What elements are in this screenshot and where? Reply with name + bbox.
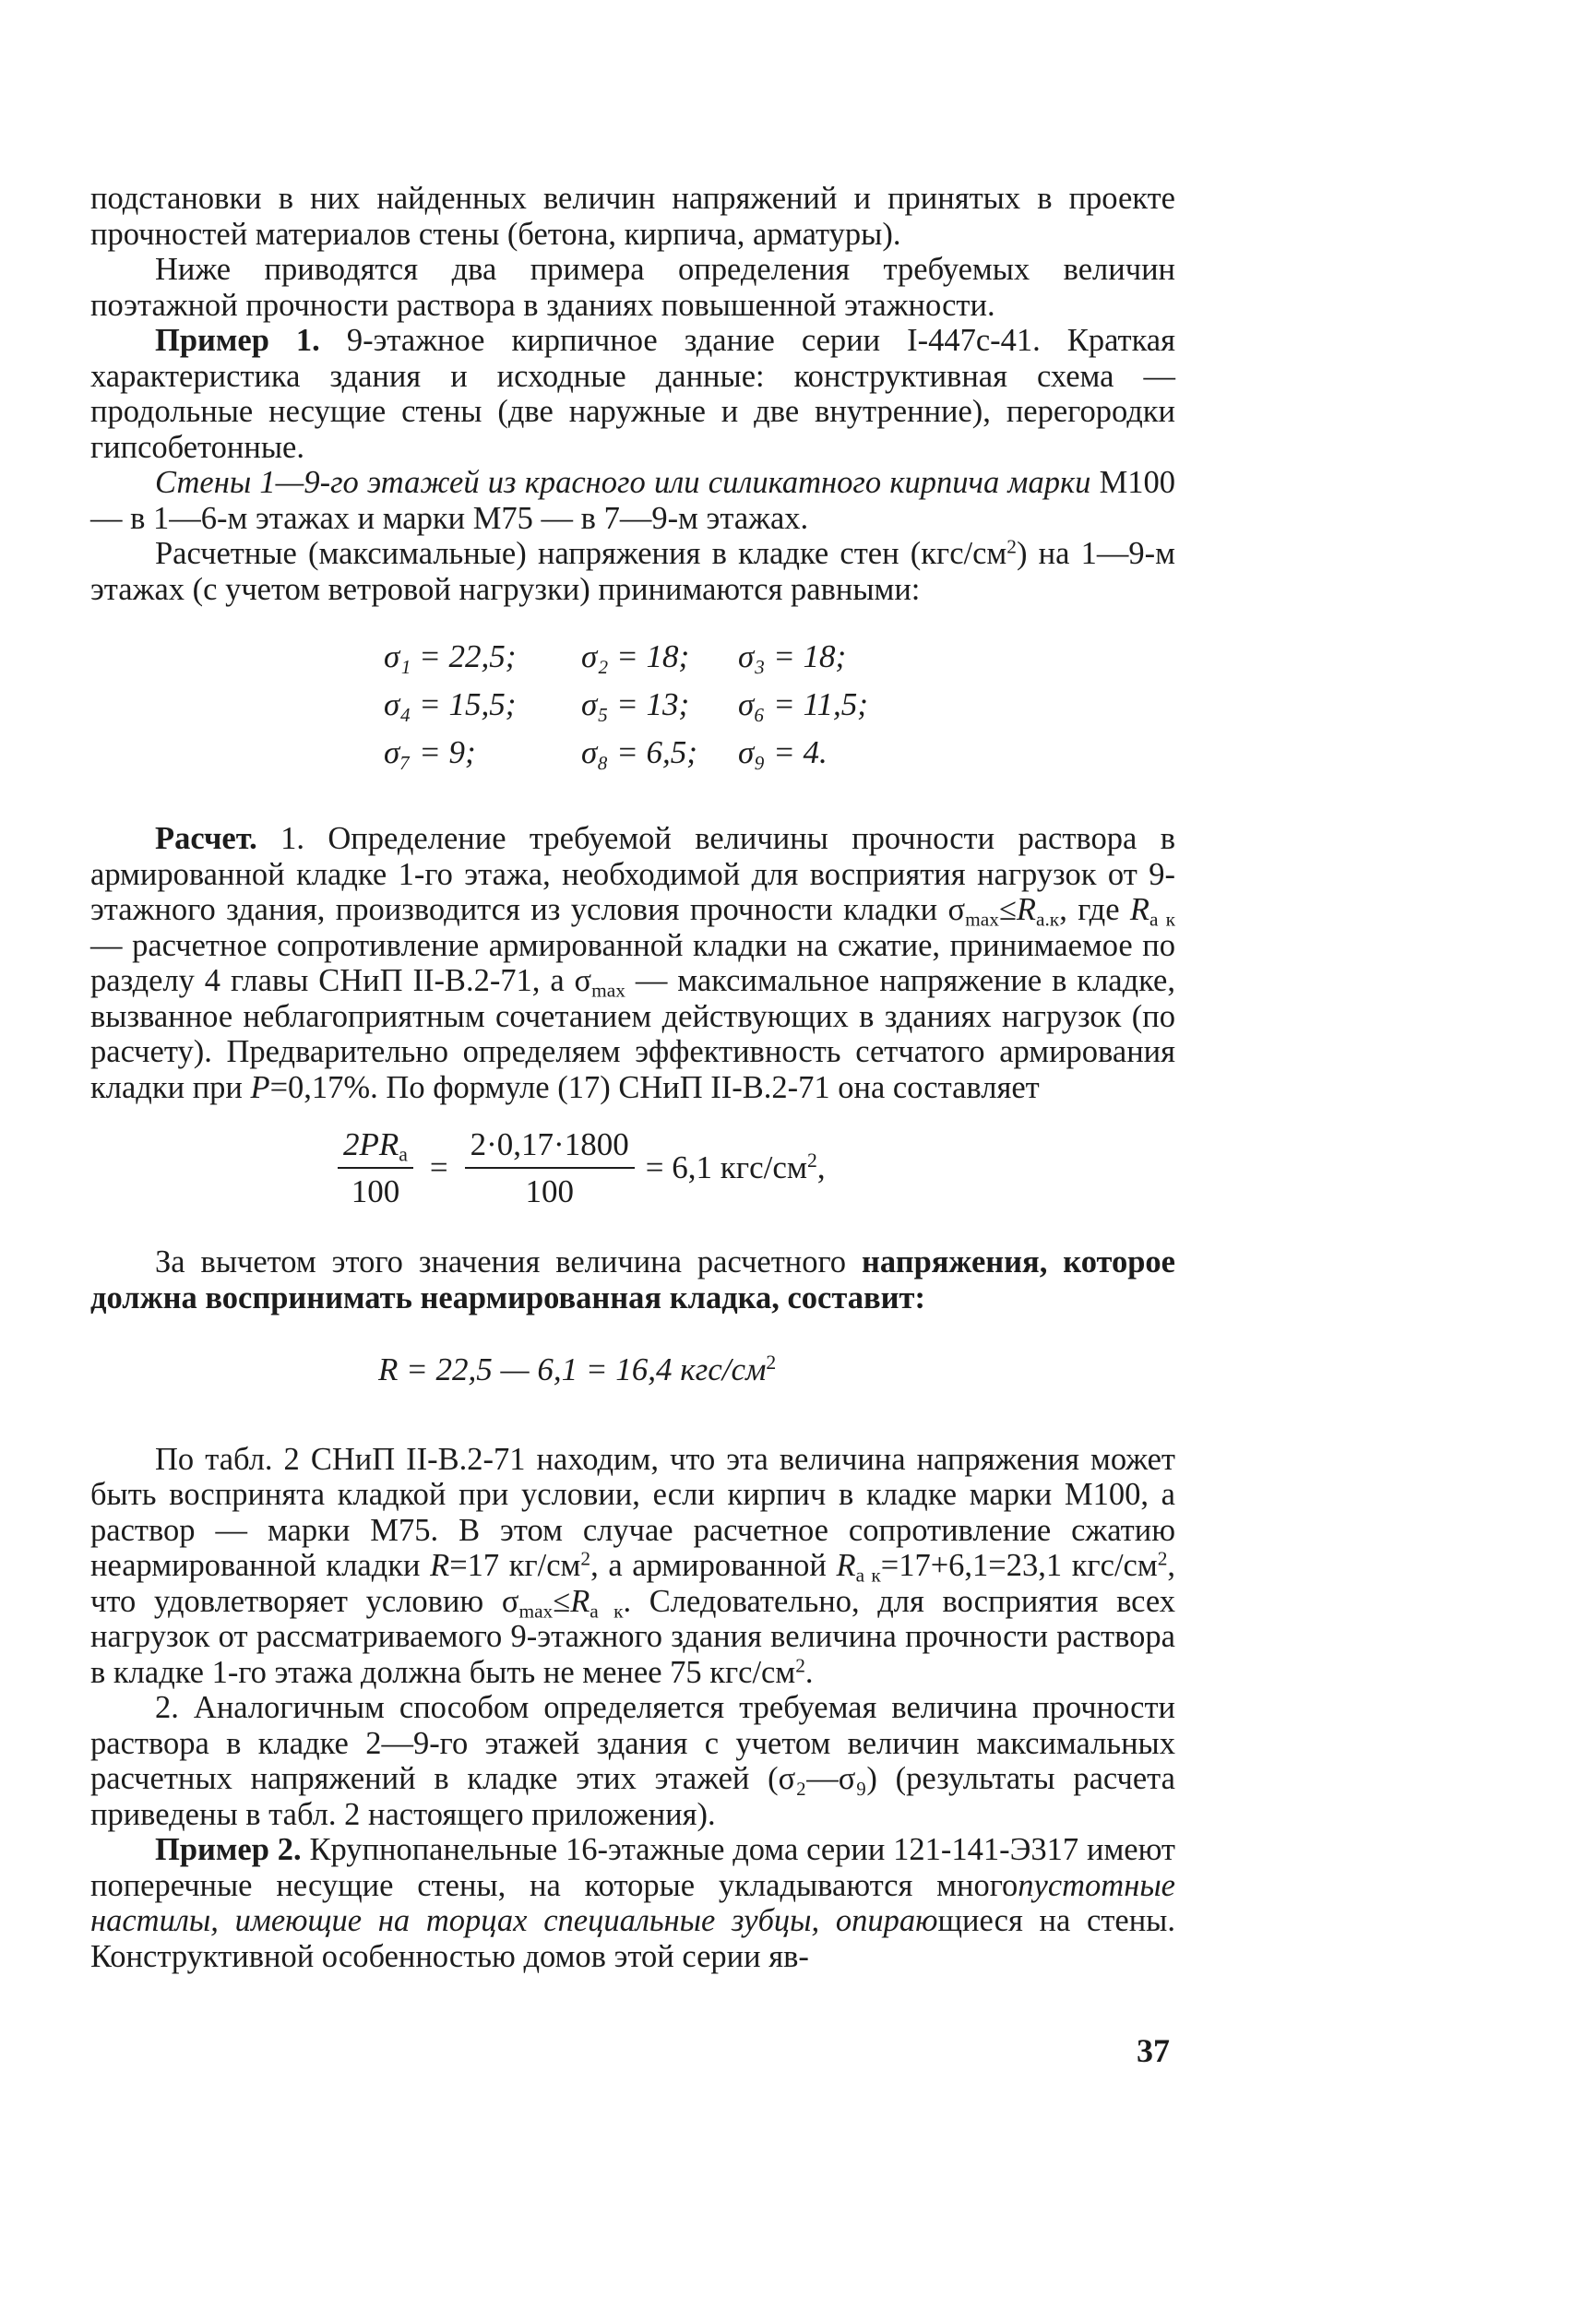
- equals-sign: =: [429, 1149, 448, 1186]
- after-text: За вычетом этого значения величина расчетного: [155, 1244, 863, 1279]
- paragraph-example-2: Пример 2. Крупнопанельные 16-этажные дома серии 121-141-Э317 имеют поперечные несущие стены, на которые укладываются многопустотные настилы, имеющие на торцах специальные зубцы, опирающиеся на стены. Конструктивной особенностью домов этой серии яв-: [90, 1832, 1176, 1974]
- example-1-label: Пример 1.: [155, 323, 320, 358]
- calc-text: 1. Определение требуемой величины прочности раствора в армированной кладке 1-го этажа, необходимой для восприятия нагрузок от 9-этажного здания, производится из условия прочности кладки σ: [90, 821, 1175, 927]
- sigma-value: σ₅ = 13;: [581, 685, 690, 722]
- paragraph-calculation: [90, 821, 1175, 1105]
- paragraph-stresses: [90, 536, 1175, 607]
- fraction-right: [465, 1127, 635, 1209]
- calc-subscript: max: [591, 979, 625, 1002]
- paragraph-item-2: 2. Аналогичным способом определяется требуемая величина прочности раствора в кладке 2—9-го этажей здания с учетом величин максимальных расчетных напряжений в кладке этих этажей (σ₂—σ₉) (результаты расчета приведены в табл. 2 настоящего приложения).: [90, 1690, 1175, 1832]
- calc-symbol: R: [1016, 892, 1036, 927]
- fraction-numerator: $2PR_а$: [338, 1127, 413, 1169]
- sigma-values-block: [384, 633, 1175, 777]
- paragraph-example-1: [90, 323, 1175, 465]
- page-body: [90, 181, 1175, 1974]
- fraction-denominator: 100: [525, 1172, 574, 1209]
- equation-result: = 6,1 кгс/$см^2$,: [645, 1149, 826, 1186]
- after-bold-text: напряжения, которое должна воспринимать неармированная кладка, составит:: [90, 1244, 1175, 1315]
- fraction-left: [338, 1127, 413, 1209]
- sigma-row: [384, 633, 1175, 681]
- calc-text: — максимальное напряжение в кладке, вызванное неблагоприятным сочетанием действующих в зданиях нагрузок (по расчету). Предварительно определяем эффективность сетчатого армирования кладки при: [90, 963, 1175, 1105]
- sigma-value: σ₄ = 15,5;: [384, 685, 517, 722]
- paragraph-intro: подстановки в них найденных величин напряжений и принятых в проекте прочностей материалов стены (бетона, кирпича, арматуры).: [90, 181, 1175, 252]
- calc-subscript: max: [965, 908, 999, 931]
- calc-symbol: P: [250, 1069, 270, 1105]
- sigma-row: [384, 681, 1175, 729]
- walls-text: М100 — в 1—6-м этажах и марки М75 — в 7—9-м этажах.: [90, 465, 1175, 536]
- paragraph-walls: [90, 465, 1175, 536]
- sigma-value: σ₂ = 18;: [581, 637, 690, 674]
- sigma-row: [384, 729, 1175, 777]
- equation-r: R = 22,5 — 6,1 = 16,4 кгс/$см^2$: [378, 1351, 777, 1387]
- calc-symbol: R: [1129, 892, 1149, 927]
- sigma-value: σ₉ = 4.: [738, 733, 828, 770]
- page-number: 37: [1137, 2032, 1170, 2069]
- fraction-denominator: 100: [351, 1172, 400, 1209]
- equation-fraction: [338, 1127, 1175, 1209]
- stresses-text-a: Расчетные (максимальные) напряжения в кладке стен (кгс/см: [155, 536, 1007, 571]
- paragraph-examples-intro: Ниже приводятся два примера определения требуемых величин поэтажной прочности раствора в зданиях повышенной этажности.: [90, 252, 1175, 323]
- stresses-text-b: ) на 1—9-м этажах (с учетом ветровой нагрузки) принимаются равными:: [90, 536, 1175, 607]
- sigma-value: σ₇ = 9;: [384, 733, 476, 770]
- sigma-value: σ₈ = 6,5;: [581, 733, 697, 770]
- sigma-value: σ₆ = 11,5;: [738, 685, 868, 722]
- calc-text: ≤: [998, 892, 1017, 927]
- calculation-label: Расчет.: [155, 821, 257, 856]
- calc-text: — расчетное сопротивление армированной кладки на сжатие, принимаемое по разделу 4 главы СНиП II-В.2-71, а σ: [90, 927, 1175, 998]
- calc-text: , где: [1059, 892, 1130, 927]
- sigma-value: σ₃ = 18;: [738, 637, 847, 674]
- example-1-text: 9-этажное кирпичное здание серии I-447с-41. Краткая характеристика здания и исходные данные: конструктивная схема — продольные несущие стены (две наружные и две внутренние), перегородки гипсобетонные.: [90, 323, 1175, 465]
- example-2-label: Пример 2.: [155, 1832, 302, 1867]
- paragraph-after-equation: [90, 1244, 1175, 1315]
- fraction-numerator: 2·0,17·1800: [465, 1127, 635, 1169]
- calc-subscript: а.к: [1035, 908, 1060, 931]
- calc-subscript: а к: [1149, 908, 1175, 931]
- walls-italic-text: Стены 1—9-го этажей из красного или силикатного кирпича марки: [155, 465, 1091, 500]
- stresses-superscript: 2: [1006, 535, 1017, 558]
- paragraph-table: По табл. 2 СНиП II-В.2-71 находим, что эта величина напряжения может быть воспринята кладкой при условии, если кирпич в кладке марки М100, а раствор — марки М75. В этом случае расчетное сопротивление сжатию неармированной кладки R=17 $кг/см^2$, а армированной $R_{а к}=17+6,1=23,1$ кгс/$см^2$, что удовлетворяет условию $\sigma_{max}\le R_{а к}$. Следовательно, для восприятия всех нагрузок от рассматриваемого 9-этажного здания величина прочности раствора в кладке 1-го этажа должна быть не менее 75 кгс/$см^2$.: [90, 1441, 1176, 1690]
- sigma-value: σ₁ = 22,5;: [384, 637, 517, 674]
- calc-text: =0,17%. По формуле (17) СНиП II-В.2-71 она составляет: [269, 1069, 1040, 1105]
